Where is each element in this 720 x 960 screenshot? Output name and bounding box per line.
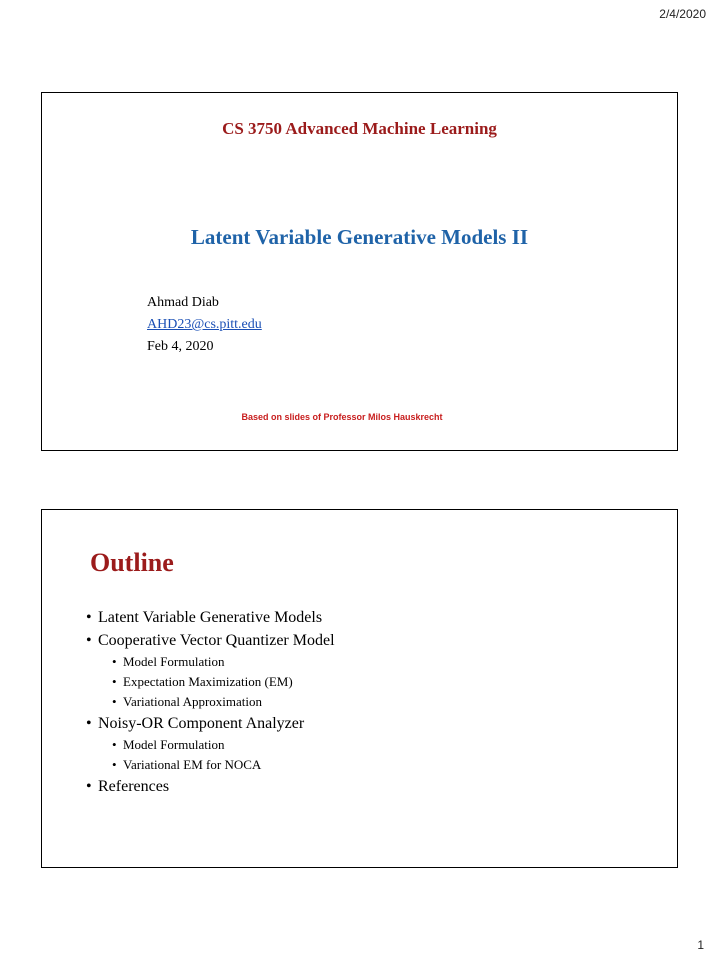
bullet-icon: • xyxy=(112,757,117,772)
bullet-icon: • xyxy=(86,609,92,626)
outline-title: Outline xyxy=(90,548,174,577)
outline-item-text: References xyxy=(98,778,170,795)
outline-subitem xyxy=(86,672,335,692)
outline-item-text: Model Formulation xyxy=(123,654,225,669)
lecture-title: Latent Variable Generative Models II xyxy=(190,225,529,249)
slide-credit: Based on slides of Professor Milos Hauskrecht xyxy=(241,412,443,422)
lecture-date: Feb 4, 2020 xyxy=(147,339,214,354)
outline-item-text: Model Formulation xyxy=(123,737,225,752)
author-name: Ahmad Diab xyxy=(147,295,219,310)
bullet-icon: • xyxy=(86,778,92,795)
outline-slide xyxy=(41,509,678,868)
bullet-icon: • xyxy=(112,654,117,669)
page-number: 1 xyxy=(697,938,704,952)
outline-item-text: Expectation Maximization (EM) xyxy=(123,674,293,689)
outline-item xyxy=(86,606,335,629)
course-name: CS 3750 Advanced Machine Learning xyxy=(222,119,497,138)
outline-item-text: Latent Variable Generative Models xyxy=(98,609,323,626)
outline-list xyxy=(86,606,335,798)
outline-subitem xyxy=(86,755,335,775)
author-email-link[interactable]: AHD23@cs.pitt.edu xyxy=(147,317,262,332)
outline-subitem xyxy=(86,692,335,712)
outline-item-text: Cooperative Vector Quantizer Model xyxy=(98,632,335,649)
bullet-icon: • xyxy=(112,694,117,709)
outline-subitem xyxy=(86,652,335,672)
bullet-icon: • xyxy=(112,737,117,752)
outline-item xyxy=(86,775,335,798)
author-block xyxy=(147,292,262,358)
outline-item xyxy=(86,629,335,652)
outline-item-text: Variational Approximation xyxy=(123,694,263,709)
bullet-icon: • xyxy=(86,715,92,732)
outline-item-text: Noisy-OR Component Analyzer xyxy=(98,715,305,732)
bullet-icon: • xyxy=(112,674,117,689)
page-date: 2/4/2020 xyxy=(659,7,706,21)
title-slide xyxy=(41,92,678,451)
outline-item xyxy=(86,712,335,735)
outline-item-text: Variational EM for NOCA xyxy=(123,757,262,772)
outline-subitem xyxy=(86,735,335,755)
bullet-icon: • xyxy=(86,632,92,649)
